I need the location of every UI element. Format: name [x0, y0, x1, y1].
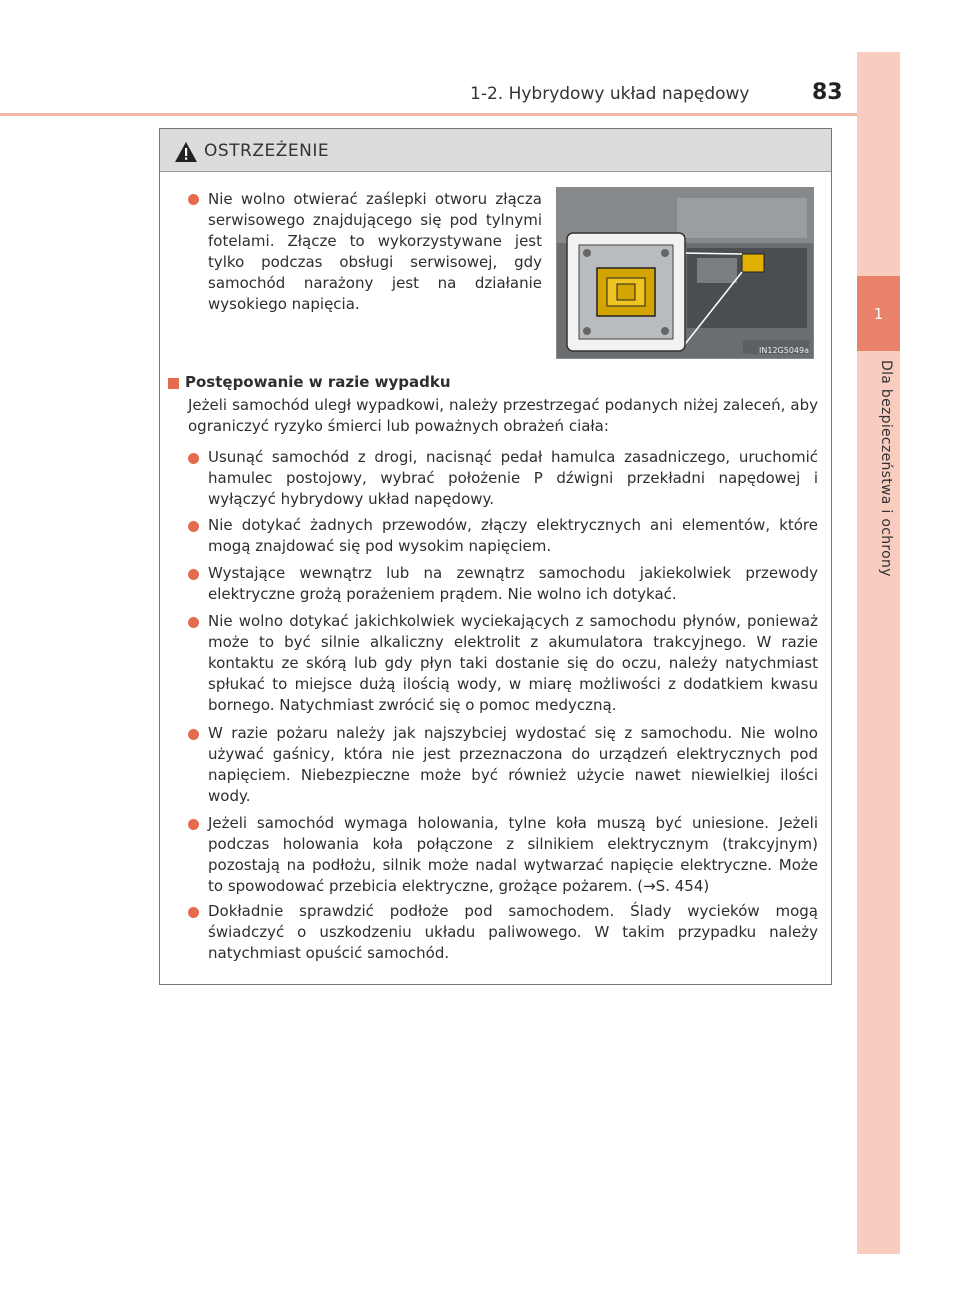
bullet-icon [188, 453, 199, 464]
page-number: 83 [812, 80, 843, 105]
service-plug-illustration [557, 188, 813, 358]
side-tab-label: Dla bezpieczeństwa i ochrony [878, 360, 894, 577]
list-item: Dokładnie sprawdzić podłoże pod samochodem. Ślady wycieków mogą świadczyć o uszkodzeniu układu paliwowego. W takim przypadku należy natychmiast opuścić samochód. [208, 902, 818, 962]
section-square-icon [168, 378, 179, 389]
bullet-icon [188, 569, 199, 580]
list-item: Usunąć samochód z drogi, nacisnąć pedał hamulca zasadniczego, uruchomić hamulec postojowy, wybrać położenie P dźwigni przekładni napędowej i wyłączyć hybrydowy układ napędowy. [208, 448, 818, 508]
warning-first-item: Nie wolno otwierać zaślepki otworu złącza serwisowego znajdującego się pod tylnymi fotelami. Złącze to wykorzystywane jest tylko podczas obsługi serwisowej, gdy samochód narażony jest na działanie wysokiego napięcia. [208, 190, 542, 313]
bullet-icon [188, 819, 199, 830]
warning-box [159, 128, 832, 985]
image-code: IN12G5049a [759, 346, 809, 355]
list-item: Wystające wewnątrz lub na zewnątrz samochodu jakiekolwiek przewody elektryczne grożą porażeniem prądem. Nie wolno ich dotykać. [208, 564, 818, 603]
warning-header [160, 129, 831, 172]
bullet-icon [188, 729, 199, 740]
section-intro: Jeżeli samochód uległ wypadkowi, należy przestrzegać podanych niżej zaleceń, aby ograniczyć ryzyko śmierci lub poważnych obrażeń ciała: [188, 396, 818, 435]
list-item: Nie wolno dotykać jakichkolwiek wyciekających z samochodu płynów, ponieważ może to być silnie alkaliczny elektrolit z akumulatora trakcyjnego. W razie kontaktu ze skórą lub gdy płyn taki dostanie się do oczu, należy natychmiast spłukać to miejsce dużą ilością wody, w miarę możliwości z dodatkiem kwasu bornego. Natychmiast zwrócić się o pomoc medyczną. [208, 612, 818, 714]
bullet-icon [188, 907, 199, 918]
bullet-icon [188, 521, 199, 532]
warning-title: OSTRZEŻENIE [204, 141, 330, 161]
header-divider [0, 113, 858, 116]
section-title: Postępowanie w razie wypadku [185, 373, 451, 391]
section-header: 1-2. Hybrydowy układ napędowy [470, 84, 750, 104]
warning-triangle-icon [174, 141, 198, 163]
list-item: Jeżeli samochód wymaga holowania, tylne koła muszą być uniesione. Jeżeli podczas holowania koła połączone z silnikiem elektrycznym (trakcyjnym) pozostają na podłożu, silnik może nadal wytwarzać napięcie elektryczne. Może to spowodować przebicia elektryczne, grożące pożarem. (→S. 454) [208, 814, 818, 895]
service-plug-photo [556, 187, 814, 359]
list-item: Nie dotykać żadnych przewodów, złączy elektrycznych ani elementów, które mogą znajdować się pod wysokim napięciem. [208, 516, 818, 555]
bullet-icon [188, 617, 199, 628]
side-tab [857, 52, 900, 1254]
list-item: W razie pożaru należy jak najszybciej wydostać się z samochodu. Nie wolno używać gaśnicy, która nie jest przeznaczona do urządzeń elektrycznych pod napięciem. Niebezpieczne może być również użycie nawet niewielkiej ilości wody. [208, 724, 818, 805]
bullet-icon [188, 194, 199, 205]
side-tab-number[interactable]: 1 [857, 276, 900, 351]
